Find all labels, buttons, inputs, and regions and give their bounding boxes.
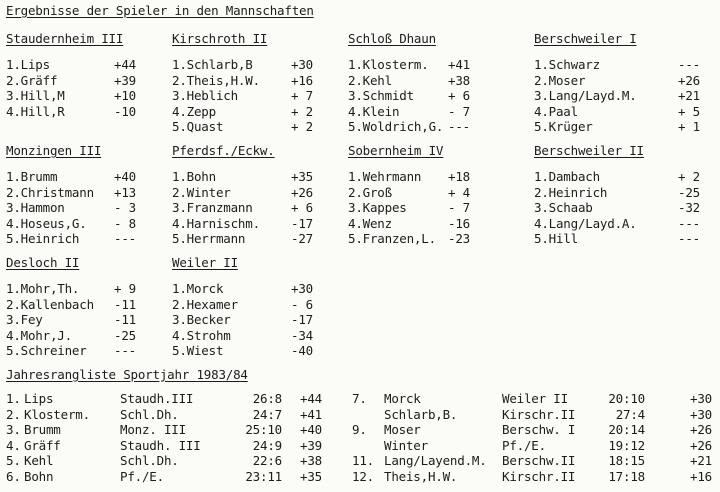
rank-record: 19:12 [608, 437, 645, 453]
player-score: + 2 [291, 103, 313, 119]
rank-player-name: Schlarb,B. [384, 406, 458, 422]
rank-team: Weiler II [502, 391, 568, 406]
rank-number: 11. [352, 453, 374, 468]
player-score: +40 [114, 169, 136, 184]
team-name: Monzingen III [6, 143, 102, 158]
player-score: -11 [114, 296, 136, 312]
player-name: 4.Mohr,J. [6, 327, 72, 343]
player-name: 4.Zepp [172, 103, 216, 119]
team-name: Staudernheim III [6, 31, 124, 46]
rank-player-name: Lang/Layend.M. [384, 453, 487, 468]
player-score: --- [678, 215, 700, 231]
player-score: + 9 [114, 281, 136, 296]
player-name: 3.Hill,M [6, 88, 65, 103]
player-score: --- [448, 119, 470, 134]
player-score: -40 [291, 343, 313, 358]
player-name: 4.Lang/Layd.A. [534, 215, 637, 231]
rank-player-name: Morck [384, 391, 421, 406]
player-score: + 6 [448, 88, 470, 103]
player-name: 3.Kappes [348, 200, 407, 215]
rank-team: Berschw. I [502, 422, 576, 437]
player-name: 5.Hill [534, 231, 578, 246]
rank-score: +40 [300, 422, 322, 437]
rank-record: 20:10 [608, 391, 645, 406]
player-name: 1.Dambach [534, 169, 600, 184]
player-score: +38 [448, 72, 470, 88]
rank-number: 1. [6, 391, 21, 406]
player-score: -10 [114, 103, 136, 119]
player-name: 3.Hammon [6, 200, 65, 215]
player-name: 2.Christmann [6, 184, 94, 200]
rank-score: +26 [690, 422, 712, 437]
rank-player-name: Lips [24, 391, 54, 406]
rank-score: +41 [300, 406, 322, 422]
rank-player-name: Brumm [24, 422, 61, 437]
player-score: +35 [291, 169, 313, 184]
player-score: +41 [448, 57, 470, 72]
team-name: Kirschroth II [172, 31, 268, 46]
player-score: - 7 [448, 103, 470, 119]
rank-number: 4. [6, 437, 21, 453]
rank-player-name: Theis,H.W. [384, 468, 458, 484]
rank-record: 18:15 [608, 453, 645, 468]
rank-score: +38 [300, 453, 322, 468]
rank-score: +35 [300, 468, 322, 484]
player-score: - 6 [291, 296, 313, 312]
rank-team: Kirschr.II [502, 468, 576, 484]
rank-record: 25:10 [245, 422, 282, 437]
rank-record: 22:6 [252, 453, 282, 468]
player-name: 2.Hexamer [172, 296, 238, 312]
rank-number: 3. [6, 422, 21, 437]
rank-team: Schl.Dh. [120, 453, 179, 468]
player-score: +30 [291, 281, 313, 296]
rank-record: 24:9 [252, 437, 282, 453]
player-score: +13 [114, 184, 136, 200]
rank-player-name: Bohn [24, 468, 54, 484]
player-score: + 6 [291, 200, 313, 215]
team-name: Berschweiler II [534, 143, 644, 158]
player-name: 5.Heinrich [6, 231, 80, 246]
rank-number: 5. [6, 453, 21, 468]
player-name: 2.Kehl [348, 72, 392, 88]
rank-score: +44 [300, 391, 322, 406]
rank-record: 17:18 [608, 468, 645, 484]
rank-number: 2. [6, 406, 21, 422]
player-score: -11 [114, 312, 136, 327]
player-score: +26 [291, 184, 313, 200]
player-score: + 5 [678, 103, 700, 119]
player-score: + 4 [448, 184, 470, 200]
rank-record: 20:14 [608, 422, 645, 437]
rank-record: 24:7 [252, 406, 282, 422]
player-score: - 8 [114, 215, 136, 231]
player-name: 2.Heinrich [534, 184, 608, 200]
player-score: -16 [448, 215, 470, 231]
rank-player-name: Klosterm. [24, 406, 90, 422]
player-name: 1.Klosterm. [348, 57, 429, 72]
team-name: Berschweiler I [534, 31, 637, 46]
player-name: 2.Kallenbach [6, 296, 94, 312]
player-name: 1.Schwarz [534, 57, 600, 72]
player-name: 4.Wenz [348, 215, 392, 231]
player-name: 1.Bohn [172, 169, 216, 184]
player-score: +30 [291, 57, 313, 72]
player-name: 5.Woldrich,G. [348, 119, 444, 134]
rank-player-name: Kehl [24, 453, 54, 468]
player-score: --- [114, 343, 136, 358]
rank-team: Monz. III [120, 422, 186, 437]
player-name: 1.Brumm [6, 169, 58, 184]
rank-record: 26:8 [252, 391, 282, 406]
player-score: +16 [291, 72, 313, 88]
rank-score: +30 [690, 391, 712, 406]
document-title: Ergebnisse der Spieler in den Mannschaften [6, 3, 314, 18]
player-name: 1.Lips [6, 57, 50, 72]
player-name: 2.Theis,H.W. [172, 72, 260, 88]
team-name: Schloß Dhaun [348, 31, 436, 46]
rank-number: 12. [352, 468, 374, 484]
player-score: --- [678, 57, 700, 72]
rank-team: Pf./E. [502, 437, 546, 453]
player-score: +44 [114, 57, 136, 72]
player-name: 5.Quast [172, 119, 224, 134]
team-name: Weiler II [172, 255, 238, 270]
player-name: 4.Hill,R [6, 103, 65, 119]
player-name: 5.Krüger [534, 119, 593, 134]
player-score: +26 [678, 72, 700, 88]
player-name: 1.Morck [172, 281, 224, 296]
rank-record: 27:4 [615, 406, 645, 422]
player-score: - 7 [448, 200, 470, 215]
player-score: + 2 [291, 119, 313, 134]
player-name: 1.Wehrmann [348, 169, 422, 184]
player-name: 2.Groß [348, 184, 392, 200]
player-score: - 3 [114, 200, 136, 215]
player-name: 3.Heblich [172, 88, 238, 103]
player-name: 3.Lang/Layd.M. [534, 88, 637, 103]
player-name: 5.Wiest [172, 343, 224, 358]
player-score: -25 [114, 327, 136, 343]
player-name: 4.Hoseus,G. [6, 215, 87, 231]
player-name: 4.Klein [348, 103, 400, 119]
player-name: 4.Harnischm. [172, 215, 260, 231]
rank-score: +26 [690, 437, 712, 453]
player-score: -17 [291, 215, 313, 231]
player-name: 5.Herrmann [172, 231, 246, 246]
ranking-title: Jahresrangliste Sportjahr 1983/84 [6, 367, 248, 382]
player-name: 2.Gräff [6, 72, 58, 88]
team-name: Sobernheim IV [348, 143, 444, 158]
rank-number: 6. [6, 468, 21, 484]
player-name: 3.Schaab [534, 200, 593, 215]
rank-team: Pf./E. [120, 468, 164, 484]
rank-score: +30 [690, 406, 712, 422]
player-name: 3.Schmidt [348, 88, 414, 103]
rank-score: +39 [300, 437, 322, 453]
player-name: 5.Schreiner [6, 343, 87, 358]
player-name: 2.Winter [172, 184, 231, 200]
rank-team: Staudh. III [120, 437, 201, 453]
rank-player-name: Moser [384, 422, 421, 437]
player-score: -27 [291, 231, 313, 246]
player-score: + 1 [678, 119, 700, 134]
rank-score: +21 [690, 453, 712, 468]
player-name: 1.Mohr,Th. [6, 281, 80, 296]
player-score: --- [678, 231, 700, 246]
rank-team: Staudh.III [120, 391, 194, 406]
team-name: Desloch II [6, 255, 80, 270]
player-score: +18 [448, 169, 470, 184]
player-score: +39 [114, 72, 136, 88]
player-name: 4.Paal [534, 103, 578, 119]
rank-team: Schl.Dh. [120, 406, 179, 422]
rank-player-name: Gräff [24, 437, 61, 453]
rank-team: Berschw.II [502, 453, 576, 468]
team-name: Pferdsf./Eckw. [172, 143, 275, 158]
player-name: 1.Schlarb,B [172, 57, 253, 72]
player-score: +10 [114, 88, 136, 103]
player-score: + 7 [291, 88, 313, 103]
player-score: -23 [448, 231, 470, 246]
player-score: + 2 [678, 169, 700, 184]
rank-number: 9. [352, 422, 367, 437]
rank-player-name: Winter [384, 437, 428, 453]
rank-record: 23:11 [245, 468, 282, 484]
player-name: 2.Moser [534, 72, 586, 88]
player-name: 3.Becker [172, 312, 231, 327]
player-name: 3.Fey [6, 312, 43, 327]
rank-score: +16 [690, 468, 712, 484]
player-score: -32 [678, 200, 700, 215]
player-name: 4.Strohm [172, 327, 231, 343]
player-score: --- [114, 231, 136, 246]
player-score: -17 [291, 312, 313, 327]
rank-team: Kirschr.II [502, 406, 576, 422]
player-score: -34 [291, 327, 313, 343]
player-score: +21 [678, 88, 700, 103]
player-name: 5.Franzen,L. [348, 231, 436, 246]
player-name: 3.Franzmann [172, 200, 253, 215]
rank-number: 7. [352, 391, 367, 406]
player-score: -25 [678, 184, 700, 200]
